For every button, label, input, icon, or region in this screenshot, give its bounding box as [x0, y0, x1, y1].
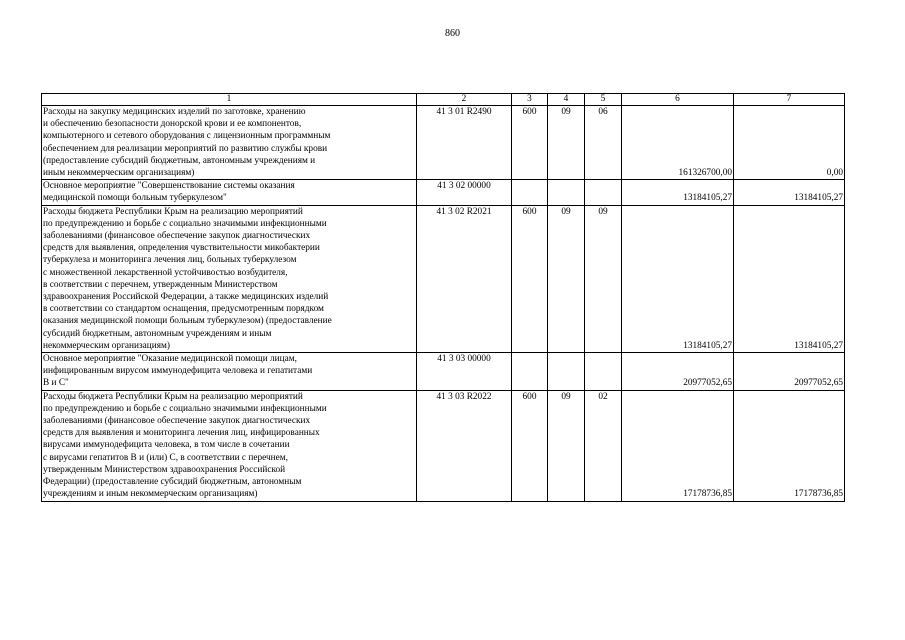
expense-name-line: средств для выявления, определения чувствительности микобактерии: [43, 243, 320, 254]
section-cell: [548, 353, 585, 391]
table-header-row: [42, 94, 845, 106]
target-article-code-cell: 41 3 03 R2022: [417, 390, 512, 501]
subsection-cell: 09: [585, 205, 622, 352]
section-cell: 09: [548, 106, 585, 180]
expense-name-line: инфицированным вирусом иммунодефицита человека и гепатитами: [43, 366, 313, 377]
expense-name-cell: [42, 106, 417, 180]
target-article-code-cell: 41 3 02 00000: [417, 180, 512, 205]
expense-name-line: и обеспечению безопасности донорской крови и ее компонентов,: [43, 119, 302, 130]
expense-name-line: туберкулеза и мониторинга лечения лиц, больных туберкулезом: [43, 255, 297, 266]
target-article-code-cell: 41 3 01 R2490: [417, 106, 512, 180]
amount-cell: 0,00: [734, 106, 845, 180]
table-row: [42, 180, 845, 205]
expense-name-line: Расходы бюджета Республики Крым на реализацию мероприятий: [43, 391, 303, 402]
expense-name-cell: [42, 180, 417, 205]
table-row: [42, 205, 845, 352]
expense-name-line: (предоставление субсидий бюджетным, автономным учреждениям и: [43, 155, 316, 166]
page-number: 860: [445, 28, 460, 39]
subsection-cell: 06: [585, 106, 622, 180]
amount-cell: 13184105,27: [734, 205, 845, 352]
expense-name-line: обеспечением для реализации мероприятий по развитию службы крови: [43, 143, 328, 154]
subsection-cell: 02: [585, 390, 622, 501]
expense-name-line: по предупреждению и борьбе с социально значимыми инфекционными: [43, 218, 327, 229]
expense-name-line: субсидий бюджетным, автономным учреждениям и иным: [43, 328, 272, 339]
expense-name-line: Расходы бюджета Республики Крым на реализацию мероприятий: [43, 206, 303, 217]
column-header: 5: [585, 94, 622, 106]
amount-cell: 20977052,65: [622, 353, 734, 391]
expense-name-line: Расходы на закупку медицинских изделий по заготовке, хранению: [43, 107, 306, 117]
table-row: [42, 353, 845, 391]
amount-cell: 13184105,27: [734, 180, 845, 205]
expense-name-line: В и С": [43, 378, 69, 389]
expense-type-cell: 600: [512, 106, 548, 180]
expense-name-line: медицинской помощи больным туберкулезом": [43, 193, 227, 204]
expense-name-line: заболеваниями (финансовое обеспечение закупок диагностических: [43, 416, 311, 427]
expense-name-line: утвержденным Министерством здравоохранения Российской: [43, 464, 286, 475]
column-header: 2: [417, 94, 512, 106]
expense-name-line: по предупреждению и борьбе с социально значимыми инфекционными: [43, 403, 327, 414]
expense-type-cell: 600: [512, 390, 548, 501]
amount-cell: 13184105,27: [622, 180, 734, 205]
amount-cell: 20977052,65: [734, 353, 845, 391]
expense-name-line: вирусами иммунодефицита человека, в том числе в сочетании: [43, 440, 290, 451]
section-cell: 09: [548, 205, 585, 352]
subsection-cell: [585, 180, 622, 205]
expense-name-line: Основное мероприятие "Оказание медицинской помощи лицам,: [43, 354, 297, 365]
expense-name-line: компьютерного и сетевого оборудования с лицензионным программным: [43, 131, 331, 142]
table-row: [42, 390, 845, 501]
expense-name-line: заболеваниями (финансовое обеспечение закупок диагностических: [43, 231, 311, 242]
expense-name-line: Федерации) (предоставление субсидий бюджетным, автономным: [43, 477, 302, 488]
section-cell: 09: [548, 390, 585, 501]
target-article-code-cell: 41 3 02 R2021: [417, 205, 512, 352]
expense-name-line: оказания медицинской помощи больным туберкулезом) (предоставление: [43, 316, 332, 327]
column-header: 1: [42, 94, 417, 106]
expense-name-cell: [42, 353, 417, 391]
column-header: 6: [622, 94, 734, 106]
expense-type-cell: [512, 353, 548, 391]
expense-name-line: в соответствии с перечнем, утвержденным Министерством: [43, 279, 278, 290]
expense-name-line: с множественной лекарственной устойчивостью возбудителя,: [43, 267, 288, 278]
expense-name-line: некоммерческим организациям): [43, 340, 170, 351]
subsection-cell: [585, 353, 622, 391]
expense-name-line: иным некоммерческим организациям): [43, 168, 195, 179]
column-header: 3: [512, 94, 548, 106]
expense-name-cell: [42, 390, 417, 501]
section-cell: [548, 180, 585, 205]
expense-name-line: в соответствии со стандартом оснащения, предусмотренным порядком: [43, 304, 324, 315]
expense-name-cell: [42, 205, 417, 352]
budget-table: [41, 93, 845, 502]
target-article-code-cell: 41 3 03 00000: [417, 353, 512, 391]
amount-cell: 161326700,00: [622, 106, 734, 180]
expense-name-line: Основное мероприятие "Совершенствование системы оказания: [43, 181, 295, 192]
column-header: 7: [734, 94, 845, 106]
amount-cell: 13184105,27: [622, 205, 734, 352]
expense-type-cell: [512, 180, 548, 205]
amount-cell: 17178736,85: [622, 390, 734, 501]
expense-name-line: с вирусами гепатитов В и (или) С, в соответствии с перечнем,: [43, 452, 288, 463]
table-row: [42, 106, 845, 180]
expense-name-line: здравоохранения Российской Федерации, а также медицинских изделий: [43, 292, 329, 303]
amount-cell: 17178736,85: [734, 390, 845, 501]
expense-name-line: учреждениям и иным некоммерческим организациям): [43, 489, 258, 500]
expense-name-line: средств для выявления и мониторинга лечения лиц, инфицированных: [43, 428, 320, 439]
column-header: 4: [548, 94, 585, 106]
expense-type-cell: 600: [512, 205, 548, 352]
